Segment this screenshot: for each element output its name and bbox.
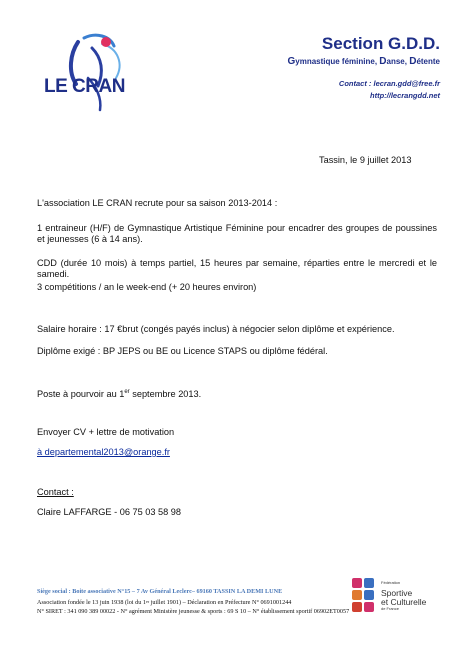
fscf-small-text: Fédération <box>381 580 401 585</box>
contract-details: CDD (durée 10 mois) à temps partiel, 15 heures par semaine, réparties entre le mercredi et le samedi. <box>37 258 437 279</box>
fscf-small-text-2: de France <box>381 606 400 611</box>
section-subtitle <box>287 56 440 67</box>
subtitle-cap-2: D <box>379 56 387 67</box>
footer-headquarters: Siège social : Boite associative N°15 – 7 Av Général Leclerc– 69160 TASSIN LA DEMI LUNE <box>37 588 283 595</box>
start-before: Poste à pourvoir au 1 <box>37 389 125 399</box>
subtitle-cap-3: D <box>409 56 417 67</box>
logo-text: LE CRAN <box>44 76 125 97</box>
footer-siret: N° SIRET : 341 090 389 00022 - N° agrément Ministère jeunesse & sports : 69 S 10 – N° établissement sportif 06902ET0057 <box>37 608 350 615</box>
start-after: septembre 2013. <box>129 389 202 399</box>
start-date-line <box>37 389 201 400</box>
footer-founded-after: juillet 1901) – Déclaration en Préfecture N° 0691001244 <box>149 599 292 606</box>
intro-line: L'association LE CRAN recrute pour sa saison 2013-2014 : <box>37 198 278 208</box>
le-cran-logo <box>40 28 160 114</box>
salary-line: Salaire horaire : 17 €brut (congés payés inclus) à négocier selon diplôme et expérience. <box>37 324 395 334</box>
header-contact <box>339 78 440 102</box>
fscf-line-1: Sportive <box>381 588 413 598</box>
subtitle-rest-1: ymnastique féminine, <box>295 57 380 66</box>
start-sup: er <box>124 389 130 395</box>
fscf-line-2: et Culturelle <box>381 596 427 607</box>
contact-person: Claire LAFFARGE - 06 75 03 58 98 <box>37 507 182 517</box>
footer-founded-sup: er <box>145 599 150 604</box>
position-description: 1 entraineur (H/F) de Gymnastique Artistique Féminine pour encadrer des groupes de poussines et jeunesses (6 à 14 ans). <box>37 223 437 244</box>
contact-email[interactable]: Contact : lecran.gdd@free.fr <box>338 79 440 88</box>
footer-founded <box>37 599 291 606</box>
subtitle-rest-2: anse, <box>386 57 410 66</box>
fscf-name <box>381 589 426 611</box>
footer-founded-before: Association fondée le 13 juin 1938 (loi du 1 <box>37 599 146 606</box>
send-cv-line: Envoyer CV + lettre de motivation <box>37 427 175 437</box>
competitions-line: 3 compétitions / an le week-end (+ 20 heures environ) <box>37 282 257 292</box>
diploma-line: Diplôme exigé : BP JEPS ou BE ou Licence STAPS ou diplôme fédéral. <box>37 346 328 356</box>
subtitle-rest-3: étente <box>416 57 440 66</box>
section-title: Section G.D.D. <box>321 34 440 53</box>
subtitle-cap-1: G <box>287 56 296 67</box>
website-link[interactable]: http://lecrangdd.net <box>370 91 440 100</box>
contact-label: Contact : <box>37 487 74 497</box>
letter-date: Tassin, le 9 juillet 2013 <box>319 155 412 165</box>
email-link[interactable]: à departemental2013@orange.fr <box>37 447 170 457</box>
